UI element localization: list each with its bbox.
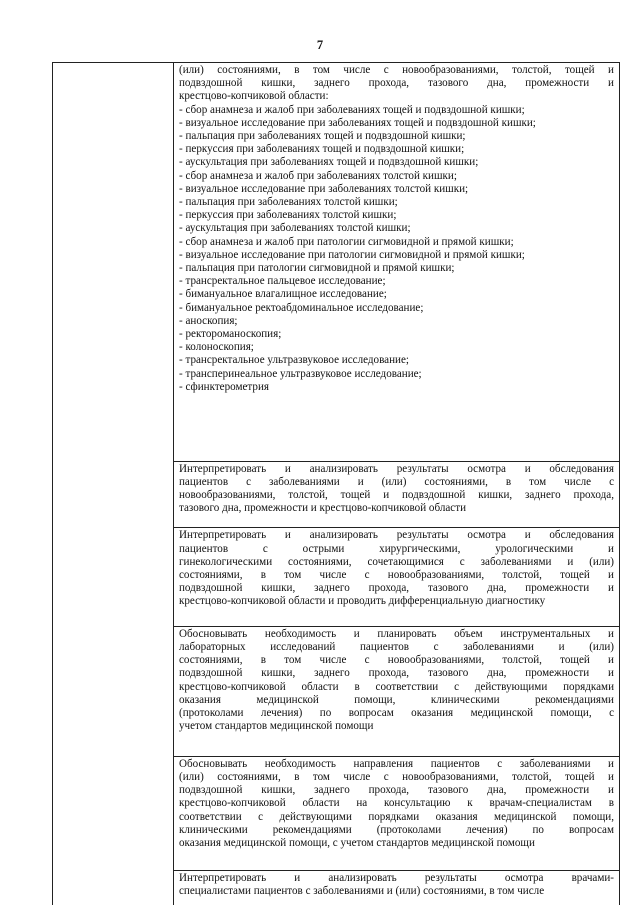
text-line: - пальпация при патологии сигмовидной и прямой кишки; xyxy=(179,262,455,275)
text-line: - пальпация при заболеваниях толстой кишки; xyxy=(179,196,398,209)
text-line: подвздошной кишки, заднего прохода, тазового дна, промежности и xyxy=(179,784,614,797)
action-cell xyxy=(174,626,620,756)
text-line: гинекологическими состояниями, сочетающимися с заболеваниями и (или) xyxy=(179,555,614,568)
text-line: - трансректальное ультразвуковое исследование; xyxy=(179,354,409,367)
text-line: подвздошной кишки, заднего прохода, тазового дна, промежности и xyxy=(179,667,614,680)
text-line: оказания медицинской помощи, клиническими рекомендациями xyxy=(179,693,614,706)
text-line: - сфинктерометрия xyxy=(179,380,270,393)
page-number: 7 xyxy=(316,38,324,52)
left-column-cell xyxy=(53,63,174,905)
text-line: крестцово-копчиковой области и проводить дифференциальную диагностику xyxy=(179,595,546,608)
text-line: - сбор анамнеза и жалоб при заболеваниях толстой кишки; xyxy=(179,169,457,182)
text-line: (или) состояниями, в том числе с новообразованиями, толстой, тощей и xyxy=(179,64,614,76)
text-line: крестцово-копчиковой области: xyxy=(179,90,329,103)
text-line: - трансректальное пальцевое исследование; xyxy=(179,275,386,288)
text-line: - пальпация при заболеваниях тощей и подвздошной кишки; xyxy=(179,130,466,143)
text-line: - колоноскопия; xyxy=(179,341,254,354)
text-line: оказания медицинской помощи, с учетом стандартов медицинской помощи xyxy=(179,836,535,849)
text-line: специалистами пациентов с заболеваниями и (или) состояниями, в том числе xyxy=(179,885,545,898)
text-line: - перкуссия при заболеваниях тощей и подвздошной кишки; xyxy=(179,143,465,156)
text-line: подвздошной кишки, заднего прохода, тазового дна, промежности и xyxy=(179,582,614,595)
action-cell xyxy=(174,756,620,870)
text-line: лабораторных исследований пациентов с заболеваниями и (или) xyxy=(179,640,614,653)
text-line: тазового дна, промежности и крестцово-копчиковой области xyxy=(179,502,467,515)
text-line: - бимануальное ректоабдоминальное исследование; xyxy=(179,301,424,314)
text-line: - сбор анамнеза и жалоб при заболеваниях тощей и подвздошной кишки; xyxy=(179,103,525,116)
text-line: (протоколами лечения) по вопросам оказания медицинской помощи, с xyxy=(179,706,614,719)
text-line: - визуальное исследование при заболеваниях тощей и подвздошной кишки; xyxy=(179,116,536,129)
text-line: соответствии с действующими порядками оказания медицинской помощи, xyxy=(179,810,614,823)
text-line: состояниями, в том числе с новообразованиями, толстой, тощей и xyxy=(179,654,614,667)
text-line: - аускультация при заболеваниях тощей и подвздошной кишки; xyxy=(179,156,479,169)
text-line: пациентов с заболеваниями и (или) состояниями, в том числе с xyxy=(179,475,614,488)
competency-table xyxy=(52,62,620,905)
text-line: учетом стандартов медицинской помощи xyxy=(179,720,374,733)
text-line: - визуальное исследование при патологии сигмовидной и прямой кишки; xyxy=(179,248,525,261)
text-line: Интерпретировать и анализировать результаты осмотра и обследования xyxy=(179,529,614,542)
text-line: клиническими рекомендациями (протоколами лечения) по вопросам xyxy=(179,823,614,836)
text-line: пациентов с острыми хирургическими, урологическими и xyxy=(179,542,614,555)
text-line: - аускультация при заболеваниях толстой кишки; xyxy=(179,222,411,235)
action-cell xyxy=(174,63,620,462)
text-line: новообразованиями, толстой, тощей и подвздошной кишки, заднего прохода, xyxy=(179,488,614,501)
text-line: подвздошной кишки, заднего прохода, тазового дна, промежности и xyxy=(179,77,614,90)
text-line: - бимануальное влагалищное исследование; xyxy=(179,288,387,301)
text-line: - трансперинеальное ультразвуковое исследование; xyxy=(179,367,422,380)
action-cell xyxy=(174,870,620,905)
text-line: - визуальное исследование при заболеваниях толстой кишки; xyxy=(179,182,469,195)
action-cell xyxy=(174,528,620,626)
text-line: крестцово-копчиковой области в соответствии с действующими порядками xyxy=(179,680,614,693)
text-line: - сбор анамнеза и жалоб при патологии сигмовидной и прямой кишки; xyxy=(179,235,514,248)
table-row xyxy=(53,63,620,462)
text-line: состояниями, в том числе с новообразованиями, толстой, тощей и xyxy=(179,568,614,581)
text-line: Интерпретировать и анализировать результаты осмотра и обследования xyxy=(179,462,614,475)
text-line: - перкуссия при заболеваниях толстой кишки; xyxy=(179,209,397,222)
text-line: крестцово-копчиковой области на консультацию к врачам-специалистам в xyxy=(179,797,614,810)
text-line: - ректороманоскопия; xyxy=(179,328,282,341)
text-line: - аноскопия; xyxy=(179,314,238,327)
action-cell xyxy=(174,461,620,528)
text-line: Интерпретировать и анализировать результаты осмотра врачами- xyxy=(179,871,614,884)
text-line: Обосновывать необходимость направления пациентов с заболеваниями и xyxy=(179,757,614,770)
text-line: (или) состояниями, в том числе с новообразованиями, толстой, тощей и xyxy=(179,770,614,783)
text-line: Обосновывать необходимость и планировать объем инструментальных и xyxy=(179,627,614,640)
